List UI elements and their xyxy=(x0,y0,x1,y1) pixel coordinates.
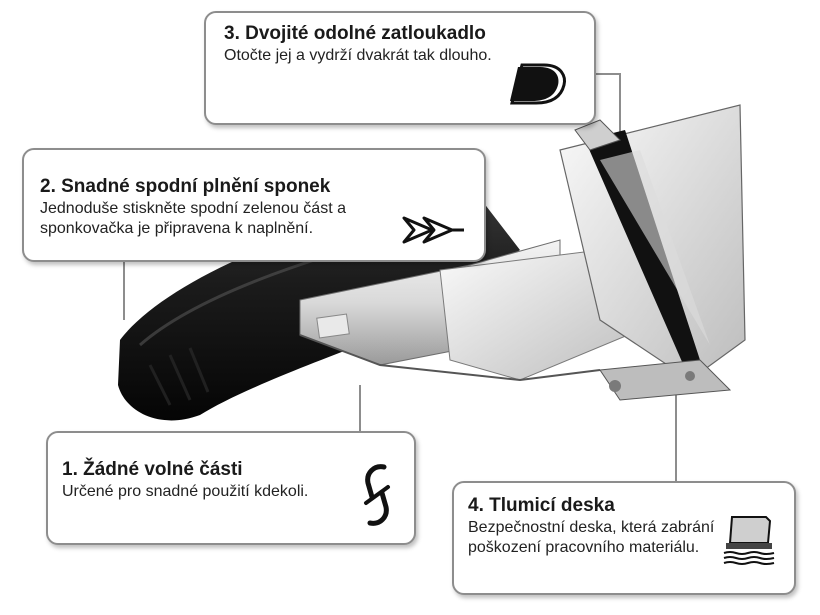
callout-3-description: Otočte jej a vydrží dvakrát tak dlouho. xyxy=(224,47,492,64)
callout-bottom-loading xyxy=(22,148,486,262)
callout-4-title: 4. Tlumicí deska xyxy=(468,495,615,516)
callout-2-title: 2. Snadné spodní plnění sponek xyxy=(40,176,331,197)
callout-1-description: Určené pro snadné použití kdekoli. xyxy=(62,483,309,500)
damper-plate-icon xyxy=(722,511,778,567)
double-chevron-right-icon xyxy=(402,216,466,244)
callout-no-loose-parts xyxy=(46,431,416,545)
callout-1-title: 1. Žádné volné části xyxy=(62,459,243,480)
callout-4-description: Bezpečnostní deska, která zabrání poškození pracovního materiálu. xyxy=(468,519,715,556)
callout-2-description: Jednoduše stiskněte spodní zelenou část a sponkovačka je připravena k naplnění. xyxy=(40,200,346,237)
callout-damper-plate xyxy=(452,481,796,595)
callout-3-title: 3. Dvojité odolné zatloukadlo xyxy=(224,23,486,44)
callout-double-hammer xyxy=(204,11,596,125)
chain-link-icon xyxy=(360,463,394,527)
double-d-icon xyxy=(508,63,568,105)
